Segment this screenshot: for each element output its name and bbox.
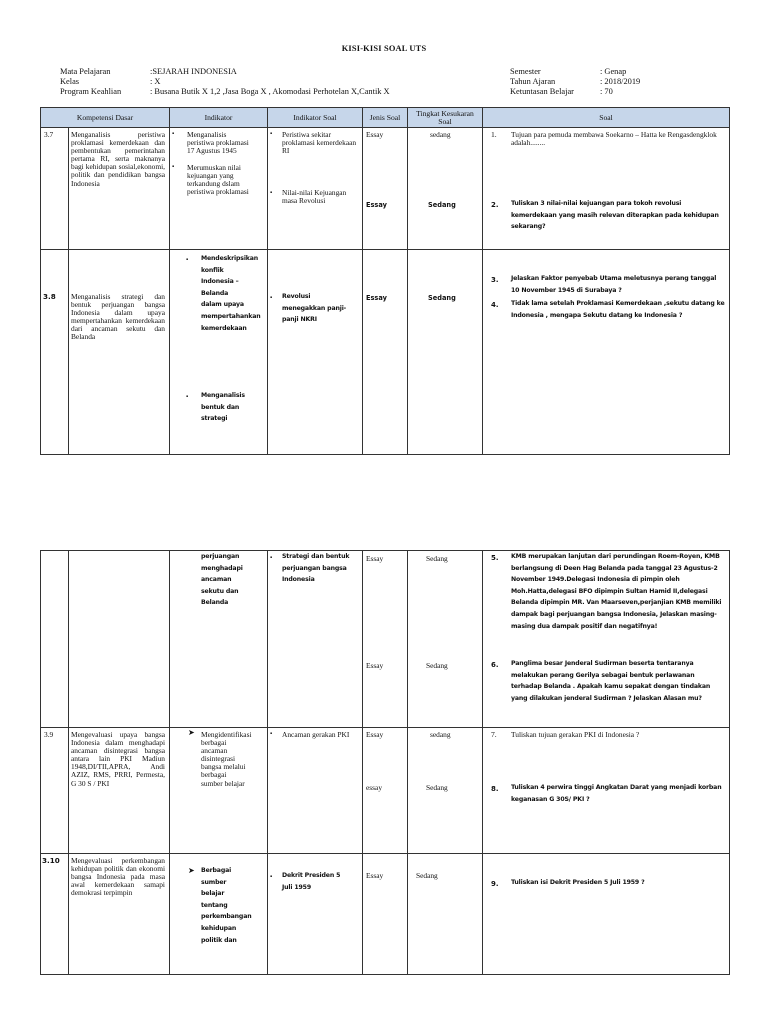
document-title: KISI-KISI SOAL UTS — [341, 44, 427, 53]
table-header-row — [41, 108, 730, 128]
bullet-icon: ▪ — [172, 164, 175, 170]
meta-value: : Busana Butik X 1,2 ,Jasa Boga X , Akomodasi Perhotelan X,Cantik X — [150, 87, 390, 96]
jenis-soal: essay — [366, 783, 383, 792]
kd-text: Mengevaluasi perkembangan kehidupan politik dan ekonomi bangsa Indonesia pada masa awal kemerdekaan samapi demokrasi terpimpin — [71, 856, 165, 898]
table-row — [41, 551, 730, 728]
meta-value: :SEJARAH INDONESIA — [150, 67, 237, 76]
question-text: Tuliskan 3 nilai-nilai kejuangan para tokoh revolusi kemerdekaan yang masih relevan diterapkan pada kehidupan sekarang? — [511, 200, 719, 231]
bullet-icon: ▪ — [270, 874, 273, 880]
indikator-item: Mengidentifikasi berbagai ancaman disintegrasi bangsa melalui berbagai sumber belajar — [201, 730, 252, 788]
kd-text: Menganalisis strategi dan bentuk perjuangan bangsa Indonesia dalam upaya mempertahankan kemerdekaan dari ancaman sekutu dan Belanda — [71, 292, 165, 342]
bullet-icon: ▪ — [186, 257, 189, 263]
header-jenis-soal: Jenis Soal — [363, 108, 408, 128]
kisi-kisi-table-page1 — [40, 107, 730, 455]
question-text: Tuliskan tujuan gerakan PKI di Indonesia ? — [511, 730, 640, 739]
table-row — [41, 128, 730, 250]
meta-label: Mata Pelajaran — [60, 67, 111, 76]
bullet-icon: ▪ — [270, 190, 273, 196]
question-number: 1. — [491, 130, 497, 139]
jenis-soal: Essay — [366, 554, 384, 563]
meta-left — [60, 67, 390, 97]
question-number: 4. — [491, 301, 499, 309]
header-indikator-soal: Indikator Soal — [268, 108, 363, 128]
jenis-soal: Essay — [366, 294, 387, 302]
question-text: Panglima besar Jenderal Sudirman beserta tentaranya melakukan perang Gerilya sebagai bentuk perlawanan terhadap Belanda . Apakah kamu sepakat dengan tindakan yang dilakukan jenderal Sudirman ? Jelaskan Alasan mu? — [511, 660, 711, 702]
arrow-bullet-icon: ➤ — [188, 728, 195, 737]
kd-number: 3.9 — [44, 730, 54, 739]
indikator-item: perjuangan menghadapi ancaman sekutu dan Belanda — [201, 553, 243, 607]
arrow-bullet-icon: ➤ — [188, 866, 195, 875]
kisi-kisi-table-page2 — [40, 550, 730, 975]
table-row — [41, 728, 730, 854]
question-number: 7. — [491, 730, 497, 739]
indikator-item: Menganalisis peristiwa proklamasi 17 Agustus 1945 — [187, 130, 249, 156]
header-tingkat-kesukaran: Tingkat Kesukaran Soal — [408, 108, 483, 128]
indikator-item: Merumuskan nilai kejuangan yang terkandung dslam peristiwa proklamasi — [187, 163, 249, 197]
indikator-soal-item: Ancaman gerakan PKI — [282, 730, 350, 739]
kd-number: 3.7 — [44, 130, 54, 139]
bullet-icon: ▪ — [172, 131, 175, 137]
tingkat-kesukaran: sedang — [430, 130, 451, 139]
question-number: 6. — [491, 661, 499, 669]
jenis-soal: Essay — [366, 130, 384, 139]
meta-label: Ketuntasan Belajar — [510, 87, 574, 96]
table-row — [41, 854, 730, 975]
tingkat-kesukaran: Sedang — [426, 554, 448, 563]
jenis-soal: Essay — [366, 201, 387, 209]
question-number: 8. — [491, 785, 499, 793]
meta-label: Program Keahlian — [60, 87, 122, 96]
question-number: 3. — [491, 276, 499, 284]
meta-value: : Genap — [600, 67, 627, 76]
meta-value: : 2018/2019 — [600, 77, 641, 86]
question-text: Tuliskan 4 perwira tinggi Angkatan Darat yang menjadi korban keganasan G 30S/ PKI ? — [511, 784, 722, 803]
indikator-item: Berbagai sumber belajar tentang perkembangan kehidupan politik dan — [201, 867, 252, 944]
bullet-icon: ▪ — [186, 394, 189, 400]
jenis-soal: Essay — [366, 871, 384, 880]
indikator-item: Mendeskripsikan konflik Indonesia – Belanda dalam upaya mempertahankan kemerdekaan — [201, 255, 261, 332]
question-text: Tujuan para pemuda membawa Soekarno – Hatta ke Rengasdengklok adalah........ — [511, 130, 717, 148]
header-indikator: Indikator — [170, 108, 268, 128]
tingkat-kesukaran: sedang — [430, 730, 451, 739]
question-text: Tuliskan isi Dekrit Presiden 5 Juli 1959 ? — [511, 879, 645, 886]
indikator-soal-item: Strategi dan bentuk perjuangan bangsa Indonesia — [282, 553, 350, 584]
indikator-soal-item: Revolusi menegakkan panji-panji NKRI — [282, 293, 347, 324]
question-text: Tidak lama setelah Proklamasi Kemerdekaan ,sekutu datang ke Indonesia , mengapa Sekutu datang ke Indonesia ? — [511, 300, 725, 319]
jenis-soal: Essay — [366, 730, 384, 739]
question-number: 2. — [491, 201, 499, 209]
bullet-icon: ▪ — [270, 131, 273, 137]
meta-label: Kelas — [60, 77, 80, 86]
tingkat-kesukaran: Sedang — [428, 294, 456, 302]
kd-number: 3.8 — [43, 292, 56, 301]
bullet-icon: ▪ — [270, 295, 273, 301]
indikator-soal-item: Peristiwa sekitar proklamasi kemerdekaan RI — [282, 130, 357, 156]
table-row — [41, 250, 730, 455]
kd-number: 3.10 — [42, 856, 60, 865]
question-text: Jelaskan Faktor penyebab Utama meletusnya perang tanggal 10 November 1945 di Surabaya ? — [511, 275, 717, 294]
meta-label: Semester — [510, 67, 541, 76]
meta-value: : 70 — [600, 87, 613, 96]
tingkat-kesukaran: Sedang — [428, 201, 456, 209]
header-kompetensi-dasar: Kompetensi Dasar — [41, 108, 170, 128]
meta-value: : X — [150, 77, 161, 86]
bullet-icon: ▪ — [270, 731, 273, 737]
bullet-icon: ▪ — [270, 555, 273, 561]
indikator-item: Menganalisis bentuk dan strategi — [201, 392, 245, 423]
question-number: 5. — [491, 554, 499, 562]
kd-text: Menganalisis peristiwa proklamasi kemerdekaan dan pembentukan pemerintahan pertama RI, serta maknanya bagi kehidupan sosial,ekonomi, politik dan pendidikan bangsa Indonesia — [71, 130, 165, 188]
kd-text: Mengevaluasi upaya bangsa Indonesia dalam menghadapi ancaman disintegrasi bangsa antara lain PKI Madiun 1948,DI/TII,APRA, Andi AZIZ, RMS, PRRI, Permesta, G 30 S / PKI — [71, 730, 165, 788]
question-text: KMB merupakan lanjutan dari perundingan Roem-Royen, KMB berlangsung di Deen Hag Belanda pada tanggal 23 Agustus-2 November 1949.Delegasi Indonesia di pimpin oleh Moh.Hatta,delegasi BFO dipimpin Sultan Hamid II,delegasi Belanda dipimpin MR. Van Maarseven,perjanjian KMB memiliki dampak bagi perjuangan bangsa Indonesia, Jelaskan masing-masing dua dampak positif dan negatifnya! — [511, 553, 722, 630]
indikator-soal-item: Nilai-nilai Kejuangan masa Revolusi — [282, 188, 347, 206]
jenis-soal: Essay — [366, 661, 384, 670]
question-number: 9. — [491, 880, 499, 888]
meta-label: Tahun Ajaran — [510, 77, 556, 86]
tingkat-kesukaran: Sedang — [426, 783, 448, 792]
meta-right — [510, 67, 640, 97]
tingkat-kesukaran: Sedang — [416, 871, 438, 880]
tingkat-kesukaran: Sedang — [426, 661, 448, 670]
header-soal: Soal — [483, 108, 730, 128]
indikator-soal-item: Dekrit Presiden 5 Juli 1959 — [282, 872, 341, 891]
